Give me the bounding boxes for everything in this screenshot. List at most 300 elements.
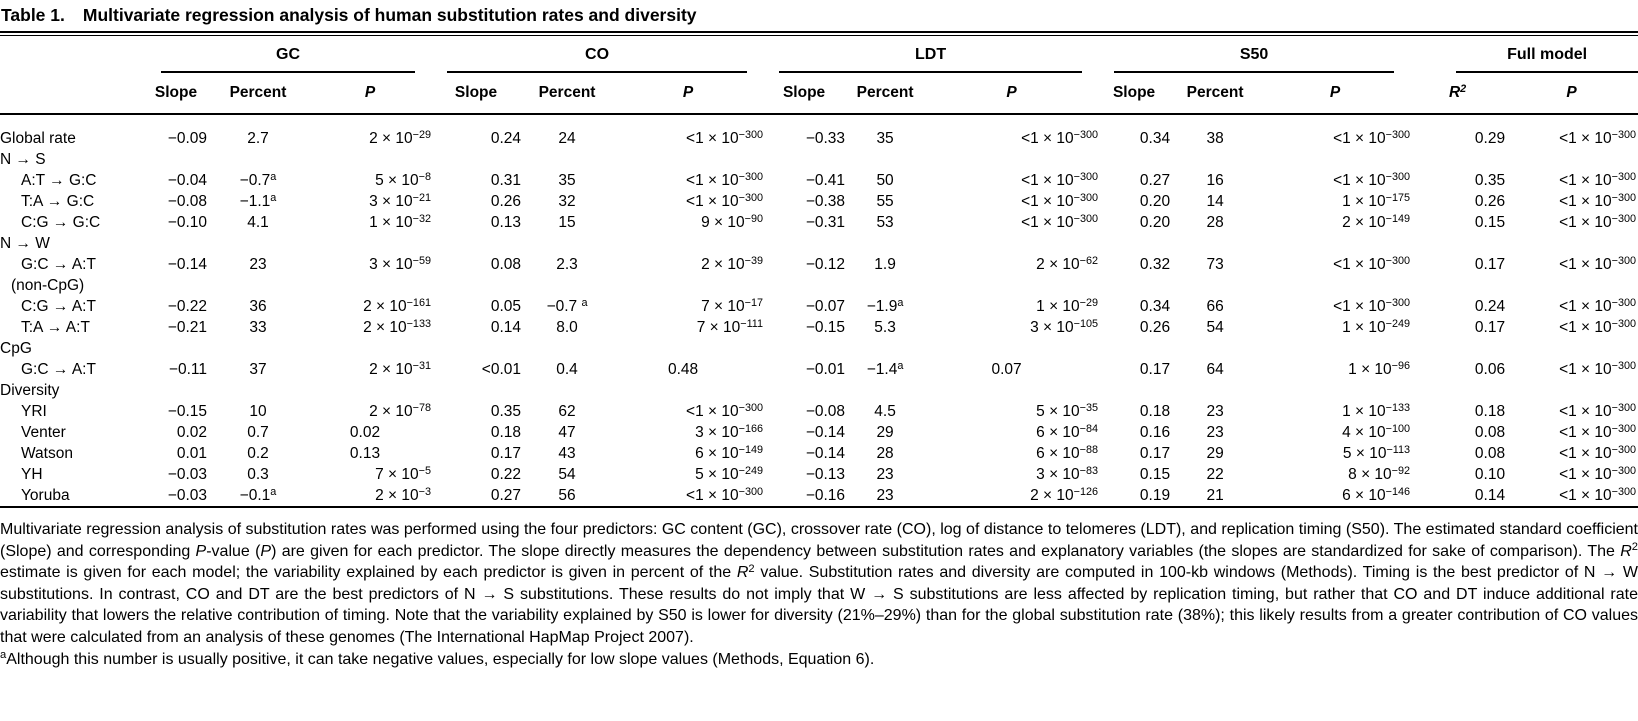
sub-header-row [0, 73, 1638, 114]
cell: 0.17 [1474, 256, 1506, 273]
cell: $2 \times 10^{-161}$ [363, 296, 432, 315]
italic-text: P [195, 542, 207, 560]
superscript: −300 [1073, 128, 1099, 141]
cell: $<1 \times 10^{-300}$ [686, 191, 764, 210]
cell: 37 [249, 361, 267, 378]
cell: 23 [1206, 424, 1224, 441]
cell: 0.19 [1139, 487, 1171, 504]
table-row [0, 296, 1638, 317]
cell: 0.34 [1139, 130, 1171, 147]
column-header-percent: Percent [1170, 73, 1260, 114]
cell: 28 [876, 445, 894, 462]
table-row [0, 114, 1638, 149]
table-row [0, 359, 1638, 380]
cell: 0.07 [991, 361, 1022, 378]
cell: 0.20 [1139, 214, 1171, 231]
empty-cells [145, 149, 1638, 170]
cell: −0.15 [805, 319, 846, 336]
row-label [0, 170, 145, 191]
cell: $<1 \times 10^{-300}$ [686, 485, 764, 504]
cell: $<1 \times 10^{-300}$ [1559, 443, 1637, 462]
cell: −0.11 [168, 361, 207, 378]
superscript: −96 [1391, 359, 1411, 372]
superscript: −300 [738, 128, 764, 141]
cell: 32 [558, 193, 576, 210]
superscript: −300 [1073, 170, 1099, 183]
cell: 1.9 [874, 256, 896, 273]
cell: −0.15 [167, 403, 207, 420]
cell: 21 [1206, 487, 1224, 504]
superscript: −300 [1611, 317, 1637, 330]
cell: $<1 \times 10^{-300}$ [1559, 401, 1637, 420]
table-bottom-rule [0, 506, 1638, 509]
table-row [0, 422, 1638, 443]
cell: $1 \times 10^{-96}$ [1348, 359, 1411, 378]
corner-cell [0, 36, 145, 73]
cell: 5.3 [874, 319, 896, 336]
superscript: −161 [406, 296, 432, 309]
cell: 15 [558, 214, 576, 231]
cell: $5 \times 10^{-8}$ [375, 170, 432, 189]
cell: $6 \times 10^{-149}$ [695, 443, 764, 462]
cell: 62 [558, 403, 576, 420]
row-label-column-header [0, 73, 145, 114]
cell: 0.27 [490, 487, 522, 504]
cell: 29 [1206, 445, 1224, 462]
row-label: N → S [0, 151, 46, 168]
cell: −0.33 [805, 130, 846, 147]
cell: 0.17 [1139, 361, 1171, 378]
cell: 0.13 [349, 445, 381, 462]
superscript: a [270, 485, 277, 498]
cell: $6 \times 10^{-146}$ [1342, 485, 1411, 504]
superscript: −300 [1385, 254, 1411, 267]
cell: $2 \times 10^{-62}$ [1036, 254, 1099, 273]
group-header-gc [145, 36, 431, 73]
superscript: −88 [1079, 443, 1099, 456]
cell: 0.08 [1474, 445, 1506, 462]
cell: $<1 \times 10^{-300}$ [686, 401, 764, 420]
superscript: −300 [1073, 191, 1099, 204]
cell: $<1 \times 10^{-300}$ [1559, 212, 1637, 231]
cell: 47 [558, 424, 576, 441]
row-label [0, 114, 145, 149]
row-label-text: T:A → G:C [21, 193, 95, 210]
cell: 0.18 [1474, 403, 1506, 420]
superscript: −59 [412, 254, 432, 267]
section-row [0, 380, 1638, 401]
superscript: −111 [740, 317, 764, 330]
cell: −0.12 [805, 256, 846, 273]
cell: $<1 \times 10^{-300}$ [1559, 296, 1637, 315]
superscript: −39 [744, 254, 764, 267]
superscript: −105 [1073, 317, 1099, 330]
table-header [0, 36, 1638, 114]
cell: 23 [249, 256, 267, 273]
cell: 0.32 [1139, 256, 1171, 273]
superscript: −133 [406, 317, 432, 330]
row-label [0, 485, 145, 506]
superscript: −83 [1079, 464, 1099, 477]
superscript: −8 [418, 170, 432, 183]
column-header-p: P [613, 73, 763, 114]
group-header-ldt [763, 36, 1098, 73]
cell: $<1 \times 10^{-300}$ [1559, 128, 1637, 147]
column-header-slope: Slope [145, 73, 207, 114]
cell: 0.26 [490, 193, 522, 210]
cell: 35 [558, 172, 576, 189]
cell: $1 \times 10^{-175}$ [1342, 191, 1411, 210]
cell: $5 \times 10^{-113}$ [1342, 443, 1411, 462]
superscript: −300 [1385, 128, 1411, 141]
cell: $3 \times 10^{-166}$ [695, 422, 764, 441]
cell: −1.4$^a$ [866, 359, 904, 378]
superscript: −29 [412, 128, 432, 141]
column-header-slope: Slope [1098, 73, 1170, 114]
cell: $2 \times 10^{-39}$ [701, 254, 764, 273]
cell: $2 \times 10^{-31}$ [369, 359, 432, 378]
superscript: −300 [1611, 191, 1637, 204]
superscript: a [897, 359, 904, 372]
cell: −1.9$^a$ [866, 296, 904, 315]
group-header-full-model [1410, 36, 1638, 73]
table-row [0, 464, 1638, 485]
cell: 0.2 [247, 445, 269, 462]
row-label: N → W [0, 235, 50, 252]
cell: 43 [558, 445, 576, 462]
footnote-a [0, 649, 1638, 671]
table-row [0, 191, 1638, 212]
italic-text: R [1620, 542, 1632, 560]
superscript: a [270, 191, 277, 204]
cell: 23 [876, 487, 894, 504]
table-note [0, 519, 1638, 649]
cell: 0.18 [490, 424, 522, 441]
cell: −0.03 [167, 466, 207, 483]
cell: $3 \times 10^{-105}$ [1030, 317, 1099, 336]
cell: 2.3 [556, 256, 578, 273]
column-header-r2: $R^2$ [1410, 73, 1505, 114]
cell: 24 [558, 130, 576, 147]
cell: $2 \times 10^{-29}$ [369, 128, 432, 147]
cell: 16 [1206, 172, 1224, 189]
cell: 0.26 [1474, 193, 1506, 210]
group-label: S50 [1114, 44, 1394, 73]
row-label-text: YH [21, 466, 43, 483]
superscript: −84 [1079, 422, 1099, 435]
cell: $6 \times 10^{-88}$ [1036, 443, 1099, 462]
cell: 53 [876, 214, 894, 231]
cell: 0.08 [490, 256, 522, 273]
cell: −0.04 [167, 172, 207, 189]
cell: $<1 \times 10^{-300}$ [1559, 191, 1637, 210]
cell: $1 \times 10^{-29}$ [1036, 296, 1099, 315]
note-text: Multivariate regression analysis of substitution rates was performed using the four predictors: GC content (GC), crossover rate (CO), log of distance to telomeres (LDT), and replication timing (S50). The estimated standard coefficient (Slope) and corresponding [0, 521, 1638, 560]
cell: $3 \times 10^{-21}$ [369, 191, 432, 210]
row-label-text: Venter [21, 424, 66, 441]
row-label [0, 317, 145, 338]
cell: 50 [876, 172, 894, 189]
superscript: −300 [1611, 212, 1637, 225]
cell: −0.14 [167, 256, 207, 273]
cell: $<1 \times 10^{-300}$ [1559, 359, 1637, 378]
cell: 0.27 [1139, 172, 1171, 189]
superscript: −300 [1611, 170, 1637, 183]
cell: 23 [876, 466, 894, 483]
cell: $<1 \times 10^{-300}$ [1559, 464, 1637, 483]
cell: $<1 \times 10^{-300}$ [686, 128, 764, 147]
group-label: GC [161, 44, 415, 73]
cell: 66 [1206, 298, 1224, 315]
cell: 0.48 [667, 361, 699, 378]
superscript: −113 [1386, 443, 1411, 456]
cell: 36 [249, 298, 267, 315]
note-text: estimate is given for each model; the variability explained by each predictor is given in percent of the [0, 564, 737, 582]
group-header-co [431, 36, 763, 73]
superscript: −300 [1611, 443, 1637, 456]
row-label-text: YRI [21, 403, 47, 420]
cell: $2 \times 10^{-149}$ [1342, 212, 1411, 231]
section-row [0, 149, 1638, 170]
cell: 0.15 [1474, 214, 1506, 231]
cell: 2.7 [247, 130, 269, 147]
column-header-percent: Percent [207, 73, 309, 114]
superscript: −300 [1073, 212, 1099, 225]
superscript: −149 [738, 443, 764, 456]
cell: 0.02 [349, 424, 381, 441]
cell: −0.21 [167, 319, 207, 336]
cell: 0.24 [490, 130, 522, 147]
cell: 0.4 [556, 361, 578, 378]
note-text: ) are given for each predictor. The slope directly measures the dependency between substitution rates and explanatory variables (the slopes are standardized for sake of comparison). The [271, 542, 1621, 560]
row-label [0, 296, 145, 317]
row-label-text: Yoruba [21, 487, 70, 504]
cell: $<1 \times 10^{-300}$ [1333, 254, 1411, 273]
cell: 55 [876, 193, 894, 210]
superscript: −3 [418, 485, 432, 498]
cell: 0.31 [490, 172, 522, 189]
superscript: −90 [744, 212, 764, 225]
cell: −0.16 [805, 487, 846, 504]
cell: 0.10 [1474, 466, 1506, 483]
table-caption: Multivariate regression analysis of human substitution rates and diversity [82, 5, 697, 25]
italic-text: R [736, 564, 749, 582]
superscript: −5 [418, 464, 432, 477]
cell: 4.1 [247, 214, 269, 231]
cell: 54 [1206, 319, 1224, 336]
regression-table [0, 36, 1638, 506]
cell: <0.01 [481, 361, 522, 378]
section-row [0, 233, 1638, 254]
cell: −0.14 [805, 424, 846, 441]
cell: 54 [558, 466, 576, 483]
cell: −0.41 [805, 172, 846, 189]
cell: 0.18 [1139, 403, 1171, 420]
cell: $<1 \times 10^{-300}$ [1559, 254, 1637, 273]
cell: −0.31 [805, 214, 846, 231]
table-title [0, 0, 1638, 31]
superscript: −149 [1385, 212, 1411, 225]
superscript: −300 [1611, 359, 1637, 372]
row-label-continuation: (non-CpG) [11, 277, 85, 294]
empty-cells [145, 233, 1638, 254]
row-label-text: C:G → A:T [21, 298, 96, 315]
table-row [0, 254, 1638, 296]
cell: 0.17 [1474, 319, 1506, 336]
table-row [0, 485, 1638, 506]
row-label-text: G:C → A:T [21, 256, 96, 273]
superscript: −300 [1611, 401, 1637, 414]
cell: −0.38 [805, 193, 846, 210]
cell: −0.01 [805, 361, 846, 378]
cell: 0.13 [490, 214, 522, 231]
cell: 4.5 [874, 403, 896, 420]
cell: $1 \times 10^{-32}$ [369, 212, 432, 231]
table-row [0, 170, 1638, 191]
superscript: a [0, 648, 7, 661]
group-label: CO [447, 44, 747, 73]
superscript: −300 [1611, 422, 1637, 435]
cell: 29 [876, 424, 894, 441]
cell: $<1 \times 10^{-300}$ [1333, 170, 1411, 189]
row-label [0, 422, 145, 443]
row-label-text: Global rate [0, 130, 76, 147]
cell: 56 [558, 487, 576, 504]
cell: $<1 \times 10^{-300}$ [1559, 422, 1637, 441]
cell: $1 \times 10^{-249}$ [1342, 317, 1411, 336]
cell: 0.16 [1139, 424, 1171, 441]
superscript: −300 [738, 401, 764, 414]
note-text: -value ( [206, 542, 261, 560]
cell: 0.15 [1139, 466, 1171, 483]
row-label [0, 401, 145, 422]
table-row [0, 443, 1638, 464]
cell: 10 [249, 403, 267, 420]
cell: −0.7$^a$ [239, 170, 277, 189]
column-header-p: P [309, 73, 431, 114]
superscript: −300 [1611, 485, 1637, 498]
column-header-p: P [925, 73, 1098, 114]
cell: 0.7 [247, 424, 269, 441]
superscript: −133 [1385, 401, 1411, 414]
row-label-text: G:C → A:T [21, 361, 96, 378]
row-label [0, 464, 145, 485]
cell: 0.01 [176, 445, 207, 462]
column-header-percent: Percent [521, 73, 613, 114]
superscript: −249 [1385, 317, 1411, 330]
cell: 0.05 [490, 298, 522, 315]
cell: $5 \times 10^{-35}$ [1036, 401, 1099, 420]
cell: $<1 \times 10^{-300}$ [1559, 317, 1637, 336]
group-label: Full model [1456, 44, 1638, 73]
row-label [0, 191, 145, 212]
superscript: −300 [1611, 296, 1637, 309]
cell: −0.14 [805, 445, 846, 462]
table-body [0, 114, 1638, 506]
cell: 14 [1206, 193, 1224, 210]
superscript: a [897, 296, 904, 309]
cell: 0.29 [1474, 130, 1506, 147]
empty-cells [145, 380, 1638, 401]
superscript: −100 [1385, 422, 1411, 435]
superscript: −146 [1385, 485, 1411, 498]
note-text: Although this number is usually positive, it can take negative values, especially for low slope values (Methods, Equation 6). [6, 650, 875, 668]
group-header-row [0, 36, 1638, 73]
italic-text: P [260, 542, 272, 560]
table-notes [0, 519, 1638, 670]
cell: 0.02 [176, 424, 207, 441]
cell: −0.09 [167, 130, 207, 147]
table-row [0, 212, 1638, 233]
table-row [0, 401, 1638, 422]
row-label-text: Watson [21, 445, 73, 462]
cell: 38 [1206, 130, 1224, 147]
cell: 0.35 [1474, 172, 1506, 189]
row-label [0, 359, 145, 380]
superscript: −300 [1611, 464, 1637, 477]
cell: $<1 \times 10^{-300}$ [1021, 212, 1099, 231]
cell: $7 \times 10^{-5}$ [375, 464, 432, 483]
cell: $5 \times 10^{-249}$ [695, 464, 764, 483]
superscript: −126 [1073, 485, 1099, 498]
superscript: −17 [744, 296, 764, 309]
cell: −0.7 $^a$ [546, 296, 588, 315]
cell: 0.14 [1474, 487, 1506, 504]
superscript: −249 [738, 464, 764, 477]
cell: −1.1$^a$ [239, 191, 277, 210]
cell: $<1 \times 10^{-300}$ [1333, 128, 1411, 147]
cell: 33 [249, 319, 267, 336]
cell: $7 \times 10^{-111}$ [696, 317, 764, 336]
row-label-text: T:A → A:T [21, 319, 90, 336]
group-label: LDT [779, 44, 1082, 73]
superscript: a [581, 296, 588, 309]
group-header-s50 [1098, 36, 1410, 73]
cell: $<1 \times 10^{-300}$ [1559, 170, 1637, 189]
cell: $<1 \times 10^{-300}$ [1559, 485, 1637, 504]
cell: 35 [876, 130, 894, 147]
cell: 0.17 [490, 445, 522, 462]
cell: $<1 \times 10^{-300}$ [1021, 128, 1099, 147]
superscript: −300 [1385, 296, 1411, 309]
column-header-percent: Percent [845, 73, 925, 114]
column-header-slope: Slope [763, 73, 845, 114]
cell: 73 [1206, 256, 1224, 273]
superscript: −300 [1611, 128, 1637, 141]
column-header-p: P [1505, 73, 1638, 114]
empty-cells [145, 338, 1638, 359]
superscript: −300 [1611, 254, 1637, 267]
row-label: CpG [0, 340, 32, 357]
superscript: −21 [412, 191, 432, 204]
superscript: −92 [1391, 464, 1411, 477]
cell: 0.14 [490, 319, 522, 336]
cell: 0.35 [490, 403, 522, 420]
cell: 22 [1206, 466, 1224, 483]
cell: 28 [1206, 214, 1224, 231]
cell: $2 \times 10^{-133}$ [363, 317, 432, 336]
cell: 0.24 [1474, 298, 1506, 315]
cell: $2 \times 10^{-3}$ [375, 485, 432, 504]
column-header-p: P [1260, 73, 1410, 114]
cell: $2 \times 10^{-78}$ [369, 401, 432, 420]
superscript: −166 [738, 422, 764, 435]
superscript: −32 [412, 212, 432, 225]
cell: $<1 \times 10^{-300}$ [1021, 170, 1099, 189]
superscript: −300 [738, 191, 764, 204]
superscript: −35 [1079, 401, 1099, 414]
cell: $4 \times 10^{-100}$ [1342, 422, 1411, 441]
